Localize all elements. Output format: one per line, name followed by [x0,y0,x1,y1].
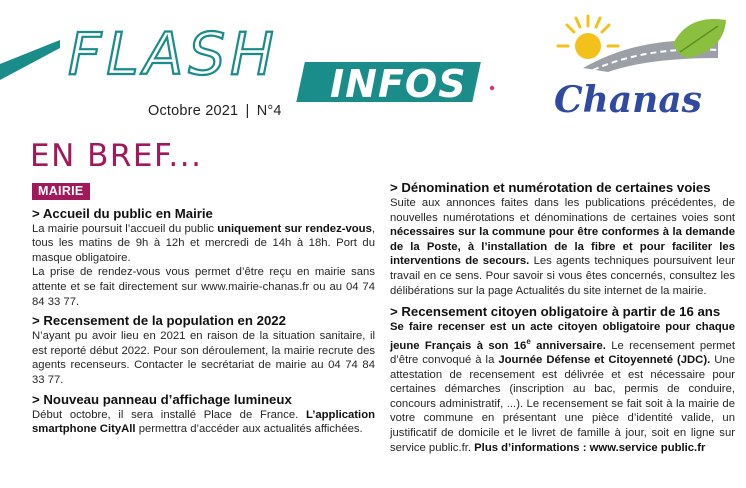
article-accueil-p1: La mairie poursuit l’accueil du public uniquement sur rendez-vous, tous les matins de 9h à 12h et mercredi de 14h à 18h. Port du masque obligatoire. [32,222,375,264]
issue-date [148,103,282,119]
article-title-recensement: > Recensement de la population en 2022 [32,313,286,329]
banner-stripe [0,40,60,80]
article-title-voies: > Dénomination et numérotation de certaines voies [390,180,711,195]
article-title-accueil: > Accueil du public en Mairie [32,205,213,221]
article-voies-p1: Suite aux annonces faites dans les publications précédentes, de nouvelles numérotations et dénominations de certaines voies sont nécessaires sur la commune pour être conformes à la demande de la Poste, à l’installation de la fibre et pour faciliter les interventions de secours. Les agents techniques poursuivent leur travail en ce sens. Pour savoir si vous êtes concernés, consultez les délibérations sur la page Actualités du site internet de la mairie. [390,197,735,297]
article-title-panneau: > Nouveau panneau d’affichage lumineux [32,391,292,407]
issue-month: Octobre 2021 [148,103,239,119]
infos-text: INFOS [330,62,467,106]
issue-number: N°4 [256,103,282,119]
leaf-icon [673,19,726,58]
masthead [0,0,746,140]
chanas-logo [548,6,738,126]
sun-icon [558,16,618,59]
article-title-recensement-citoyen: > Recensement citoyen obligatoire à partir de 16 ans [390,304,721,320]
right-column [390,180,735,455]
issue-separator: | [245,103,250,119]
article-recensement-p1: N’ayant pu avoir lieu en 2021 en raison de la situation sanitaire, il est reporté début 2022. Pour son déroulement, la mairie recrute des agents recenseurs. Contacter le secrétariat de mairie au 04 74 84 33 77. [32,330,375,386]
left-column [32,183,375,437]
article-panneau-p1: Début octobre, il sera installé Place de France. L’application smartphone CityAll permettra d’accéder aux actualités affichées. [32,408,375,436]
section-title: EN BREF... [30,138,203,174]
article-accueil-p2: La prise de rendez-vous vous permet d’être reçu en mairie sans attente et se fait directement sur www.mairie-chanas.fr ou au 04 74 84 33 77. [32,266,375,308]
mairie-badge: MAIRIE [32,183,90,200]
article-recensement-citoyen-p1: Se faire recenser est un acte citoyen obligatoire pour chaque jeune Français à son 16e anniversaire. Le recensement permet d’être convoqué à la Journée Défense et Citoyenneté (JDC). Une attestation de recensement est délivrée et est nécessaire pour certaines démarches (inscription au bac, permis de conduire, concours administratif, ...). Le recensement se fait soit à la mairie de votre commune en présentant une pièce d’identité valide, un justificatif de domicile et le livret de famille à jour, soit en ligne sur service public.fr. Plus d’informations : www.service public.fr [390,321,735,454]
flash-text: FLASH [68,20,279,88]
infos-dot [490,86,494,90]
logo-text: Chanas [554,79,702,121]
